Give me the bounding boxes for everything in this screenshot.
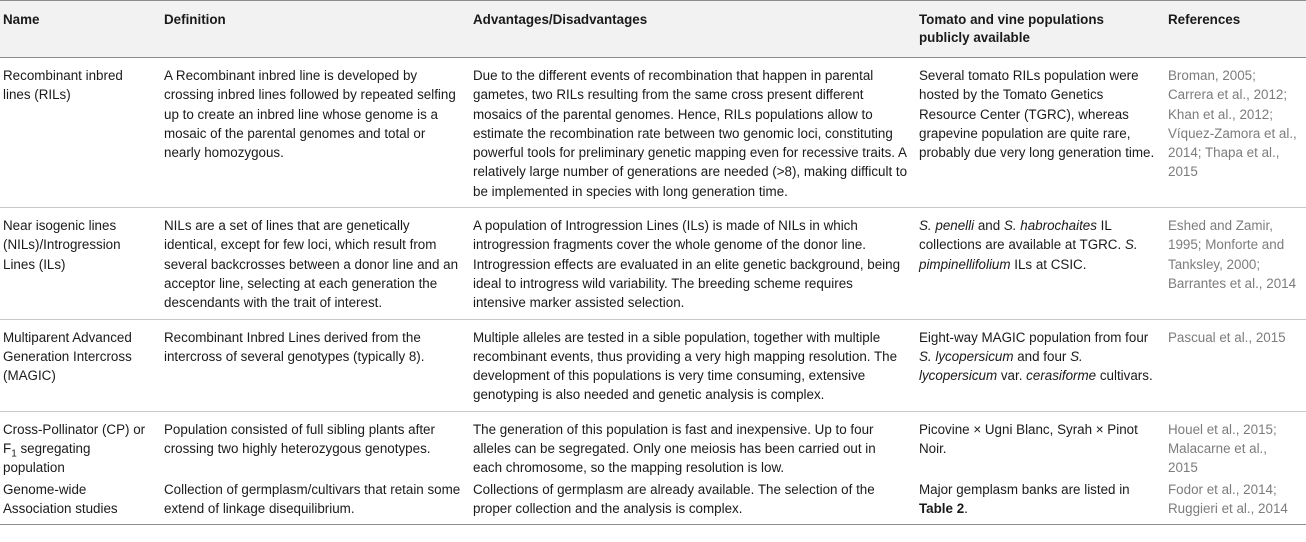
table-reference: Table 2 — [919, 500, 965, 516]
row-definition: A Recombinant inbred line is developed by crossing inbred lines followed by repeated selfing up to create an inbred line whose genome is a mosaic of the parental genomes and total or nearly homozygous. — [161, 58, 470, 208]
row-advantages: The generation of this population is fast and inexpensive. Up to four alleles can be segregated. Only one meiosis has been carried out in each chromosome, so the mapping resolution is low. — [473, 421, 876, 476]
header-references: References — [1165, 1, 1306, 58]
populations-text: Major gemplasm banks are listed in — [919, 481, 1130, 497]
populations-text: and four — [1013, 348, 1071, 364]
row-name — [0, 411, 161, 477]
row-name: Recombinant inbred lines (RILs) — [0, 58, 161, 208]
row-populations — [916, 478, 1165, 525]
header-row — [0, 1, 1306, 58]
row-populations — [916, 319, 1165, 411]
row-references: Broman, 2005; Carrera et al., 2012; Khan et al., 2012; Víquez-Zamora et al., 2014; Thapa et al., 2015 — [1165, 58, 1306, 208]
populations-text: . — [964, 500, 968, 516]
populations-text: Eight-way MAGIC population from four — [919, 329, 1149, 345]
row-populations — [916, 411, 1165, 477]
row-name: Near isogenic lines (NILs)/Introgression Lines (ILs) — [0, 208, 161, 319]
populations-text: var. — [997, 368, 1027, 384]
row-definition: Population consisted of full sibling plants after crossing two highly heterozygous genotypes. — [164, 421, 435, 457]
populations-text: cultivars. — [1096, 368, 1153, 384]
populations-text: and — [974, 218, 1004, 234]
row-references: Eshed and Zamir, 1995; Monforte and Tanksley, 2000; Barrantes et al., 2014 — [1165, 208, 1306, 319]
header-name: Name — [0, 1, 161, 58]
header-definition: Definition — [161, 1, 470, 58]
variety-name: cerasiforme — [1026, 368, 1097, 384]
populations-text: ILs at CSIC. — [1010, 256, 1087, 272]
species-name: S. pimpinellifolium — [919, 237, 1138, 272]
table-row — [0, 58, 1306, 208]
species-name: S. lycopersicum — [919, 348, 1014, 364]
species-name: S. lycopersicum — [919, 348, 1083, 384]
header-populations: Tomato and vine populations publicly available — [916, 1, 1165, 58]
populations-text: IL collections are available at TGRC. — [919, 218, 1125, 253]
table-row — [0, 319, 1306, 411]
populations-text: Several tomato RILs population were hosted by the Tomato Genetics Resource Center (TGRC), whereas grapevine population are quite rare, probably due very long generation time. — [919, 68, 1155, 161]
header-advantages: Advantages/Disadvantages — [470, 1, 916, 58]
row-advantages: Due to the different events of recombination that happen in parental gametes, two RILs resulting from the same cross present different mosaics of the parental genomes. Hence, RILs populations allow to estimate the recombination rate between two genomic loci, constituting powerful tools for preliminary genetic mapping even for recessive traits. A relatively large number of generations are needed (>8), making difficult to be implemented in species with long generation time. — [470, 58, 916, 208]
row-advantages: A population of Introgression Lines (ILs) is made of NILs in which introgression fragments cover the whole genome of the donor line. Introgression effects are evaluated in an elite genetic background, being ideal to introgress wild variability. The breeding scheme requires intensive marker assisted selection. — [470, 208, 916, 319]
species-name: S. penelli — [919, 218, 975, 234]
row-references: Pascual et al., 2015 — [1165, 319, 1306, 411]
row-advantages: Multiple alleles are tested in a sible population, together with multiple recombinant events, thus providing a very high mapping resolution. The development of this populations is very time consuming, extensive genotyping is also needed and genetic analysis is complex. — [470, 319, 916, 411]
row-references: Fodor et al., 2014; Ruggieri et al., 2014 — [1165, 478, 1306, 525]
row-populations — [916, 208, 1165, 319]
table-row — [0, 411, 1306, 477]
species-name: S. habrochaites — [1003, 218, 1097, 234]
row-advantages: Collections of germplasm are already available. The selection of the proper collection and the analysis is complex. — [470, 478, 916, 525]
row-name: Genome-wide Association studies — [0, 478, 161, 525]
row-name-part: segregating population — [3, 441, 91, 476]
row-name-subscript: 1 — [11, 448, 17, 460]
populations-text: Picovine × Ugni Blanc, Syrah × Pinot Noir. — [919, 421, 1138, 457]
row-populations — [916, 58, 1165, 208]
row-definition: Collection of germplasm/cultivars that retain some extend of linkage disequilibrium. — [161, 478, 470, 525]
row-name: Multiparent Advanced Generation Intercross (MAGIC) — [0, 319, 161, 411]
row-references: Houel et al., 2015; Malacarne et al., 2015 — [1168, 421, 1277, 476]
row-definition: Recombinant Inbred Lines derived from the intercross of several genotypes (typically 8). — [161, 319, 470, 411]
table-row — [0, 208, 1306, 319]
row-name-part: Cross-Pollinator (CP) or F — [3, 421, 146, 457]
row-definition: NILs are a set of lines that are genetically identical, except for few loci, which result from several backcrosses between a donor line and an acceptor line, selecting at each generation the descendants with the trait of interest. — [161, 208, 470, 319]
table-row — [0, 478, 1306, 525]
